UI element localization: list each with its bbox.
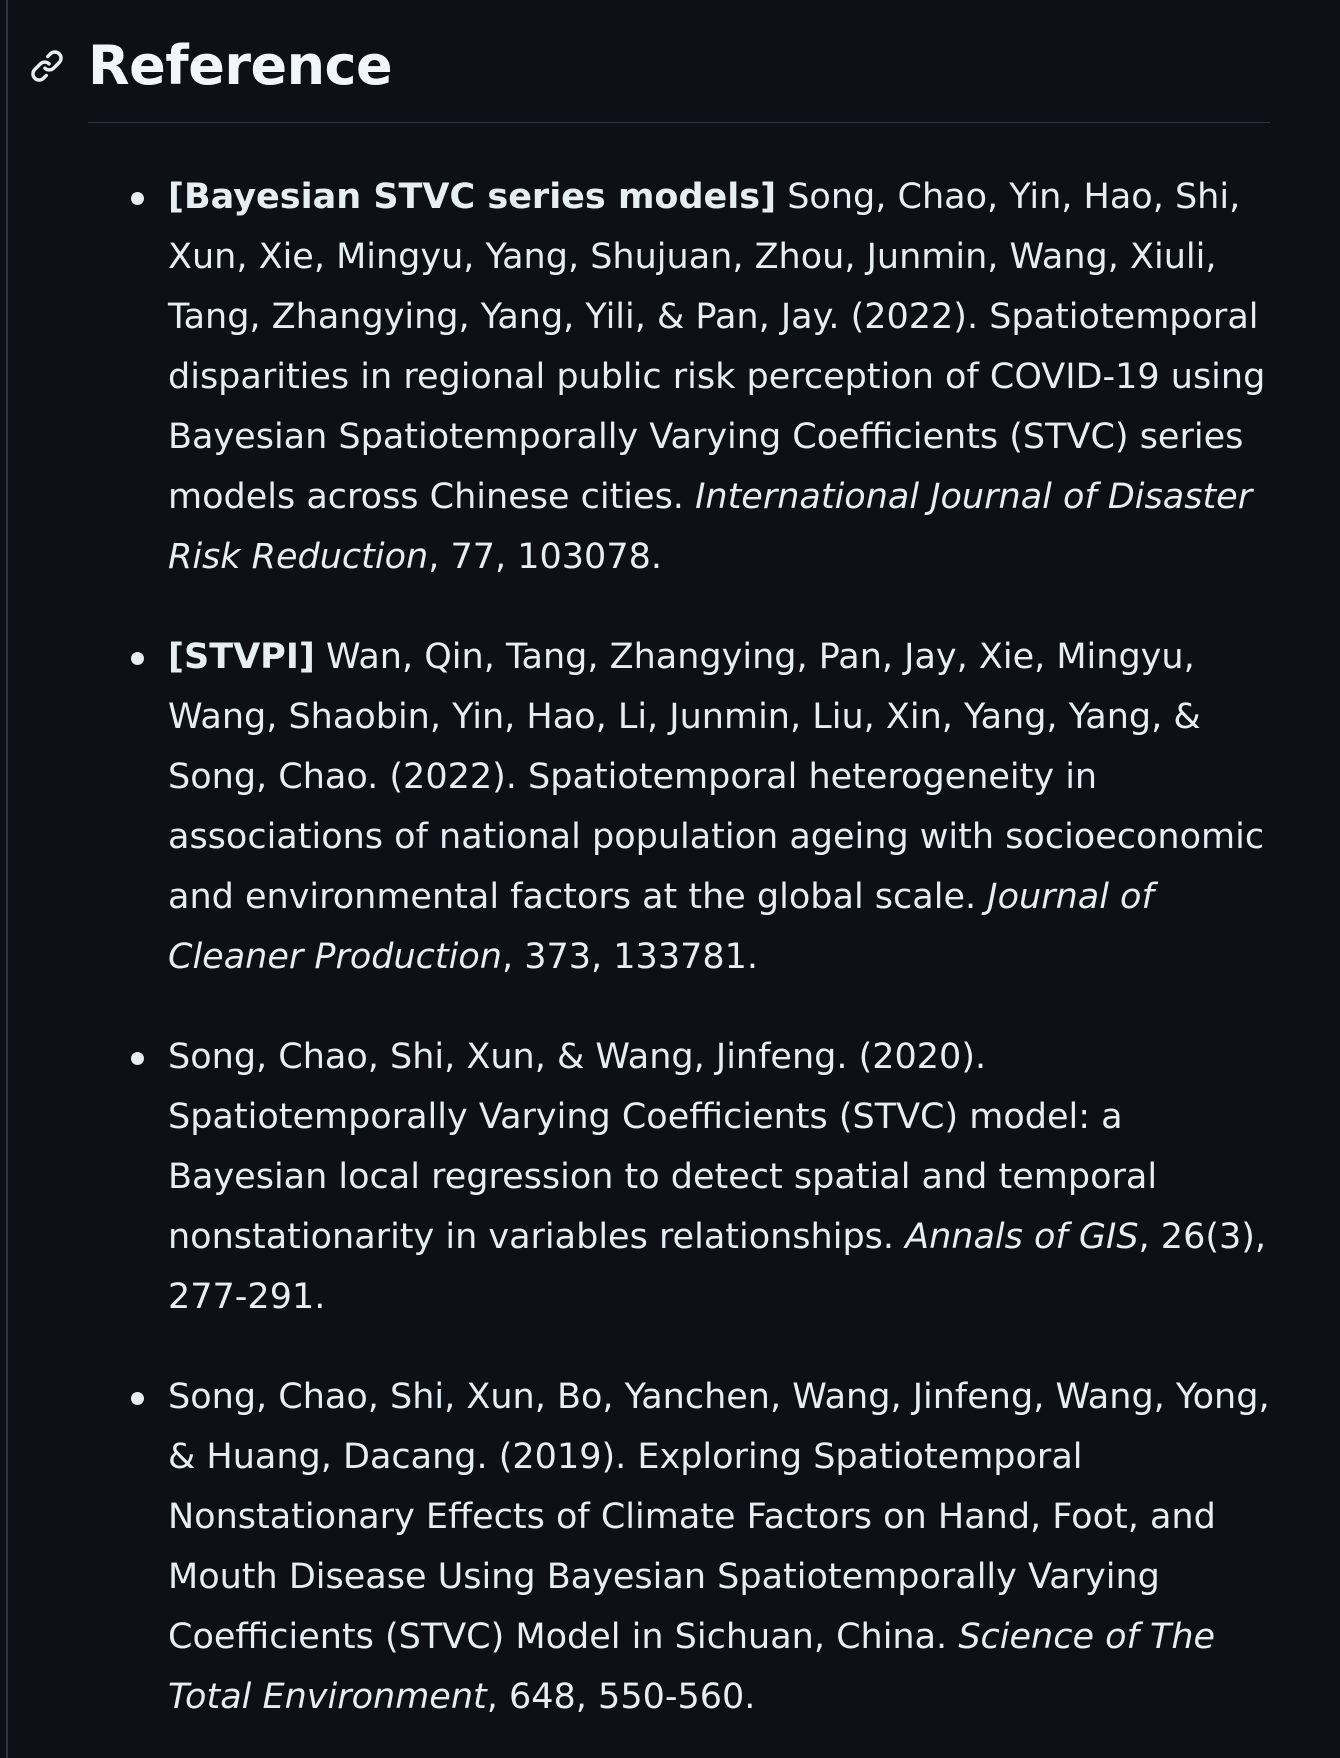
reference-text: Song, Chao, Yin, Hao, Shi, Xun, Xie, Mingyu, Yang, Shujuan, Zhou, Junmin, Wang, Xiuli, Tang, Zhangying, Yang, Yili, & Pan, Jay. (2022). Spatiotemporal disparities in regional public risk perception of COVID-19 using Bayesian Spatiotemporally Varying Coefficients (STVC) series models across Chinese cities. [168,177,1266,517]
reference-journal: International Journal of Disaster Risk Reduction [168,477,1253,577]
reference-item-stvpi [168,627,1280,987]
reference-journal: Annals of GIS [905,1217,1139,1257]
bullet-icon [131,192,144,205]
heading-divider [88,122,1270,123]
reference-tag: [Bayesian STVC series models] [168,177,777,217]
reference-item-stvc-model [168,1027,1280,1327]
bullet-icon [131,1052,144,1065]
bullet-icon [131,652,144,665]
reference-tag: [STVPI] [168,637,315,677]
reference-details: , 26(3), 277-291. [168,1217,1267,1317]
reference-details: , 373, 133781. [501,937,759,977]
reference-details: , 648, 550-560. [486,1677,756,1717]
reference-journal: Science of The Total Environment [168,1617,1216,1717]
reference-item-bayesian-stvc [168,167,1280,587]
reference-text: Wan, Qin, Tang, Zhangying, Pan, Jay, Xie, Mingyu, Wang, Shaobin, Yin, Hao, Li, Junmin, Liu, Xin, Yang, Yang, & Song, Chao. (2022). Spatiotemporal heterogeneity in associations of national population ageing with socioeconomic and environmental factors at the global scale. [168,637,1265,917]
left-border [6,0,8,1758]
reference-details: , 77, 103078. [428,537,662,577]
reference-journal: Journal of Cleaner Production [168,877,1154,977]
section-heading [0,28,1340,128]
reference-text: Song, Chao, Shi, Xun, & Wang, Jinfeng. (2020). Spatiotemporally Varying Coefficients (STVC) model: a Bayesian local regression to detect spatial and temporal nonstationarity in variables relationships. [168,1037,1158,1257]
reference-text: Song, Chao, Shi, Xun, Bo, Yanchen, Wang, Jinfeng, Wang, Yong, & Huang, Dacang. (2019). Exploring Spatiotemporal Nonstationary Effects of Climate Factors on Hand, Foot, and Mouth Disease Using Bayesian Spatiotemporally Varying Coefficients (STVC) Model in Sichuan, China. [168,1377,1270,1657]
link-icon[interactable] [29,48,65,84]
reference-item-hfmd [168,1367,1280,1727]
section-title: Reference [88,34,393,97]
bullet-icon [131,1392,144,1405]
